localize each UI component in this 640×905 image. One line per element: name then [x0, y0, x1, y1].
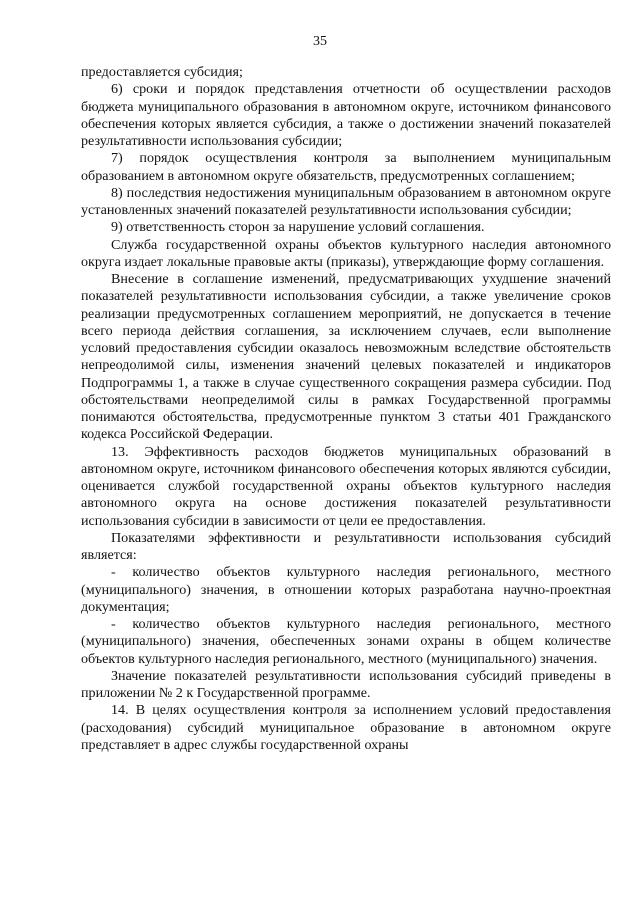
- paragraph-13: 14. В целях осуществления контроля за исполнением условий предоставления (расходования) субсидий муниципальное образование в автономном округе представляет в адрес службы государственной охраны: [81, 702, 611, 753]
- paragraph-1: предоставляется субсидия;: [81, 64, 243, 80]
- paragraph-5: 9) ответственность сторон за нарушение условий соглашения.: [111, 219, 485, 236]
- paragraph-8: 13. Эффективность расходов бюджетов муниципальных образований в автономном округе, источником финансового обеспечения которых являются субсидии, оценивается службой государственной охраны объектов культурного наследия автономного округа на основе достижения показателей результативности использования субсидии в зависимости от цели ее предоставления.: [81, 443, 611, 529]
- paragraph-11: - количество объектов культурного наследия регионального, местного (муниципального) значения, обеспеченных зонами охраны в общем количестве объектов культурного наследия регионального, местного (муниципального) значения.: [81, 616, 611, 667]
- document-body: [81, 64, 611, 754]
- paragraph-4: 8) последствия недостижения муниципальным образованием в автономном округе установленных значений показателей результативности использования субсидии;: [81, 184, 611, 218]
- paragraph-2: 6) сроки и порядок представления отчетности об осуществлении расходов бюджета муниципального образования в автономном округе, источником финансового обеспечения которых является субсидия, а также о достижении значений показателей результативности использования субсидии;: [81, 81, 611, 149]
- paragraph-3: 7) порядок осуществления контроля за выполнением муниципальным образованием в автономном округе обязательств, предусмотренных соглашением;: [81, 150, 611, 184]
- paragraph-9: Показателями эффективности и результативности использования субсидий является:: [81, 529, 611, 563]
- paragraph-10: - количество объектов культурного наследия регионального, местного (муниципального) значения, в отношении которых разработана научно-проектная документация;: [81, 564, 611, 615]
- paragraph-7: Внесение в соглашение изменений, предусматривающих ухудшение значений показателей результативности использования субсидии, а также увеличение сроков реализации предусмотренных соглашением мероприятий, не допускается в течение всего периода действия соглашения, за исключением случаев, если выполнение условий предоставления субсидии оказалось невозможным вследствие обстоятельств непреодолимой силы, изменения значений целевых показателей и индикаторов Подпрограммы 1, а также в случае существенного сокращения размера субсидии. Под обстоятельствами неопределимой силы в рамках Государственной программы понимаются обстоятельства, предусмотренные пунктом 3 статьи 401 Гражданского кодекса Российской Федерации.: [81, 271, 611, 443]
- page-number: 35: [313, 34, 327, 49]
- paragraph-12: Значение показателей результативности использования субсидий приведены в приложении № 2 к Государственной программе.: [81, 667, 611, 701]
- paragraph-6: Служба государственной охраны объектов культурного наследия автономного округа издает локальные правовые акты (приказы), утверждающие форму соглашения.: [81, 236, 611, 270]
